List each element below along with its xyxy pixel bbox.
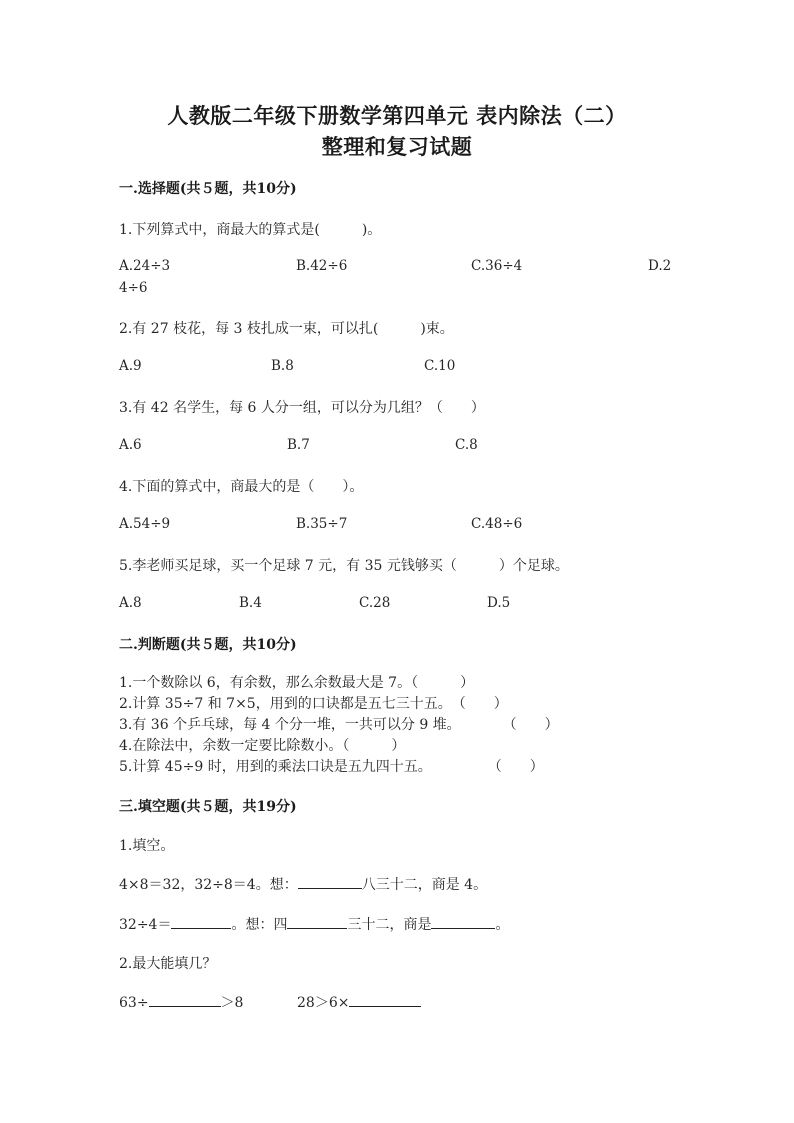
- question-3: 3.有 42 名学生，每 6 人分一组，可以分为几组？（ ）: [119, 400, 485, 416]
- section-heading-fill-in: 三.填空题(共５题，共19分): [119, 799, 297, 815]
- q5-option-b: B.4: [239, 595, 262, 611]
- fill-question-2-line-right: [297, 992, 421, 1012]
- question-5: 5.李老师买足球，买一个足球 7 元，有 35 元钱够买（ ）个足球。: [119, 558, 569, 574]
- q5-option-d: D.5: [487, 595, 511, 611]
- fill-text: 63÷: [119, 995, 149, 1011]
- q4-option-b: B.35÷7: [296, 516, 348, 532]
- fill-text: 。: [495, 917, 510, 933]
- fill-question-1-line-2: [119, 914, 509, 934]
- fill-text: ＞8: [220, 995, 244, 1011]
- q1-option-a: A.24÷3: [119, 258, 171, 274]
- title-line-1: 人教版二年级下册数学第四单元 表内除法（二）: [167, 103, 627, 128]
- judgement-item: 4.在除法中，余数一定要比除数小。（ ）: [119, 738, 406, 754]
- q5-option-c: C.28: [359, 595, 391, 611]
- fill-text: 28＞6×: [297, 995, 350, 1011]
- answer-blank[interactable]: [287, 914, 347, 929]
- q2-option-c: C.10: [424, 358, 456, 374]
- answer-blank[interactable]: [171, 914, 231, 929]
- q3-option-b: B.7: [287, 437, 310, 453]
- q1-option-d-continued: 4÷6: [119, 280, 148, 296]
- fill-text: 32÷4＝: [119, 917, 172, 933]
- fill-text: 八三十二，商是 4。: [361, 877, 488, 893]
- q3-option-a: A.6: [119, 437, 142, 453]
- q1-option-b: B.42÷6: [296, 258, 348, 274]
- q3-option-c: C.8: [455, 437, 478, 453]
- judgement-item: 3.有 36 个乒乓球，每 4 个分一堆，一共可以分 9 堆。 （ ）: [119, 717, 559, 733]
- q1-option-c: C.36÷4: [471, 258, 523, 274]
- fill-question-1-label: 1.填空。: [119, 838, 175, 854]
- judgement-item: 5.计算 45÷9 时，用到的乘法口诀是五九四十五。 （ ）: [119, 759, 544, 775]
- answer-blank[interactable]: [149, 992, 221, 1007]
- q4-option-c: C.48÷6: [471, 516, 523, 532]
- answer-blank[interactable]: [298, 874, 362, 889]
- judgement-item: 2.计算 35÷7 和 7×5，用到的口诀都是五七三十五。 （ ）: [119, 696, 508, 712]
- fill-question-1-line-1: [119, 874, 487, 894]
- fill-text: 。想：四: [231, 917, 288, 933]
- q2-option-a: A.9: [119, 358, 142, 374]
- q5-option-a: A.8: [119, 595, 142, 611]
- section-heading-choice: 一.选择题(共５题，共10分): [119, 181, 297, 197]
- question-1: 1.下列算式中，商最大的算式是( )。: [119, 222, 382, 238]
- fill-text: 三十二，商是: [347, 917, 432, 933]
- q1-option-d: D.2: [648, 258, 672, 274]
- fill-question-2-label: 2.最大能填几？: [119, 956, 217, 972]
- fill-question-2-line: [119, 992, 243, 1012]
- q2-option-b: B.8: [271, 358, 294, 374]
- title-line-2: 整理和复习试题: [321, 134, 473, 159]
- q4-option-a: A.54÷9: [119, 516, 171, 532]
- fill-text: 4×8＝32，32÷8＝4。想：: [119, 877, 298, 893]
- question-4: 4.下面的算式中，商最大的是（ ）。: [119, 479, 364, 495]
- judgement-item: 1.一个数除以 6，有余数，那么余数最大是 7。（ ）: [119, 675, 475, 691]
- answer-blank[interactable]: [349, 992, 421, 1007]
- answer-blank[interactable]: [431, 914, 495, 929]
- question-2: 2.有 27 枝花，每 3 枝扎成一束，可以扎( )束。: [119, 321, 454, 337]
- section-heading-judgement: 二.判断题(共５题，共10分): [119, 637, 297, 653]
